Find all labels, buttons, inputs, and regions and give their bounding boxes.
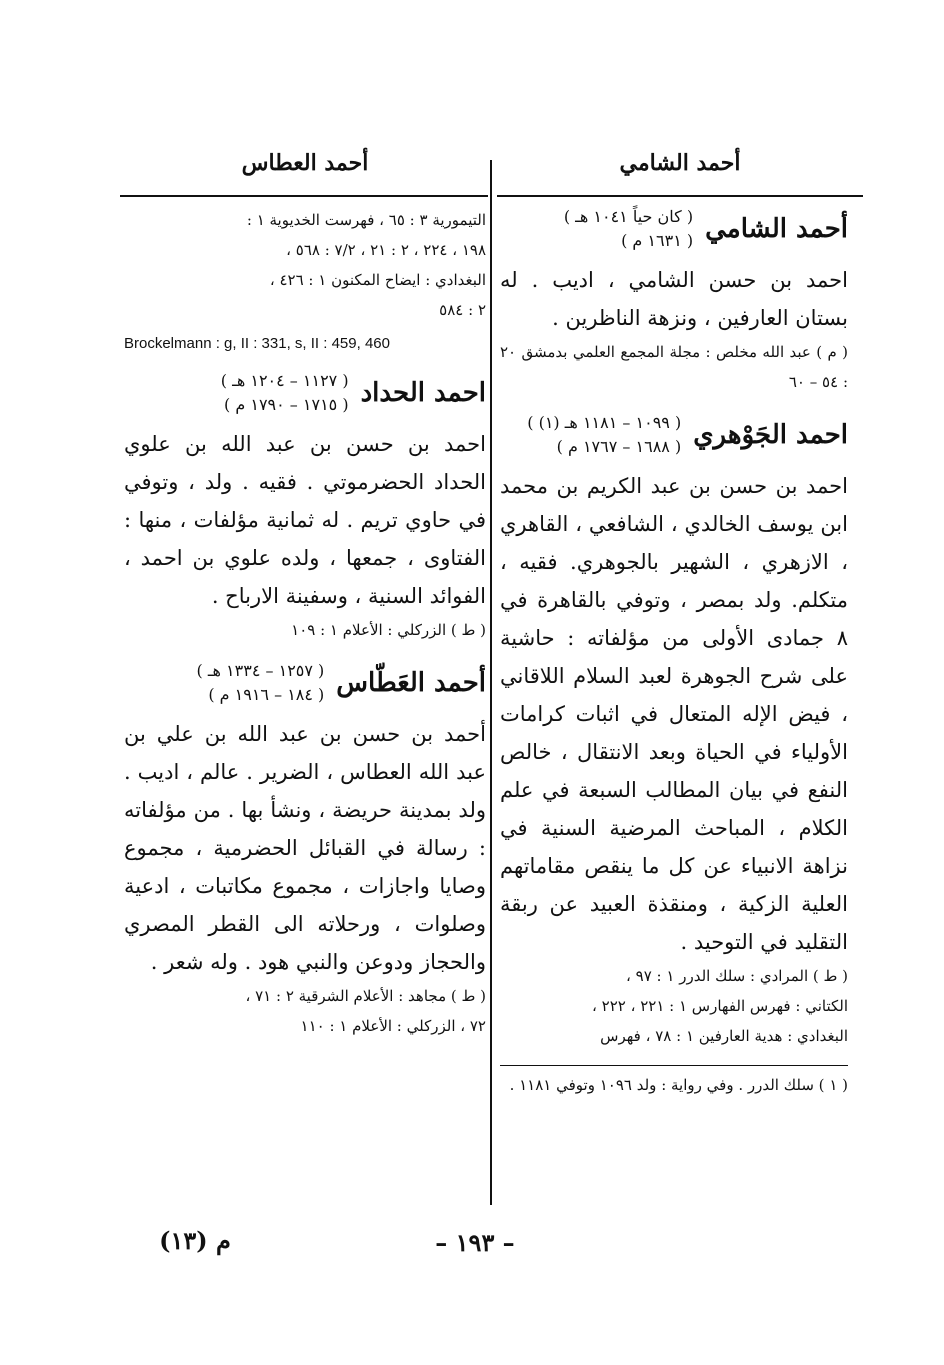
entry-reference: ( ط ) المرادي : سلك الدرر ١ : ٩٧ ،: [626, 967, 848, 985]
entry-reference: ( ط ) مجاهد : الأعلام الشرقية ٢ : ٧١ ،: [245, 987, 486, 1005]
entry-name: احمد الحداد: [360, 378, 486, 408]
hijri-dates: ( ١١٢٧ – ١٢٠٤ هـ ): [220, 371, 349, 390]
brockelmann-reference: Brockelmann : g, II : 331, s, II : 459, 460: [124, 335, 390, 352]
entry-dates: [197, 659, 325, 707]
entry-reference: ٧٢ ، الزركلي : الأعلام ١ : ١١٠: [300, 1017, 486, 1035]
entry-dates: [527, 411, 681, 459]
entry-body: احمد بن حسن الشامي ، اديب . له بستان العارفين ، ونزهة الناظرين .: [500, 268, 848, 330]
entry-dates: [221, 369, 349, 417]
page-number: – ١٩٣ –: [435, 1228, 515, 1257]
signature-mark: م (١٣): [159, 1226, 231, 1255]
entry-ahmad-al-haddad: [124, 369, 486, 645]
continued-reference: ٢ : ٥٨٤: [439, 301, 486, 319]
entry-reference: الكتاني : فهرس الفهارس ١ : ٢٢١ ، ٢٢٢ ،: [592, 997, 848, 1015]
continued-reference: التيمورية ٣ : ٦٥ ، فهرست الخديوية ١ :: [246, 211, 486, 229]
entry-reference: ( ط ) الزركلي : الأعلام ١ : ١٠٩: [291, 621, 486, 639]
entry-heading: [500, 411, 848, 459]
right-column: [500, 205, 848, 1100]
entry-heading: [124, 659, 486, 707]
continued-reference: ١٩٨ ، ٢٢٤ ، ٢ : ٢١ ، ٧/٢ : ٥٦٨ ،: [286, 241, 486, 259]
hijri-dates: ( ١٢٥٧ – ١٣٣٤ هـ ): [196, 661, 325, 680]
gregorian-dates: ( ١٦٨٨ – ١٧٦٧ م ): [556, 437, 682, 456]
gregorian-dates: ( ١٦٣١ م ): [621, 231, 694, 250]
header-rule-right: [497, 195, 863, 197]
right-running-header: أحمد الشامي: [619, 150, 741, 176]
entry-dates: [564, 205, 693, 253]
continued-reference: البغدادي : ايضاح المكنون ١ : ٤٢٦ ،: [269, 271, 486, 289]
entry-reference: البغدادي : هدية العارفين ١ : ٧٨ ، فهرس: [600, 1027, 848, 1045]
entry-body: احمد بن حسن بن عبد الكريم بن محمد ابن يوسف الخالدي ، الشافعي ، القاهري ، الازهري ، الشهير بالجوهري. فقيه ، متكلم. ولد بمصر ، وتوفي بالقاهرة في ٨ جمادى الأولى من مؤلفاته : حاشية على شرح الجوهرة لعبد السلام اللاقاني ، فيض الإله المتعال في اثبات كرامات الأولياء في الحياة وبعد الانتقال ، خالص النفع في بيان المطالب السبعة في علم الكلام ، المباحث المرضية السنية في نزاهة الانبياء عن كل ما ينقص مقاماتهم العلية الزكية ، ومنقذة العبيد عن ربقة التقليد في التوحيد .: [500, 474, 848, 954]
entry-body: احمد بن حسن بن عبد الله بن علوي الحداد الحضرموتي . فقيه . ولد ، وتوفي في حاوي تريم . له ثمانية مؤلفات ، منها : الفتاوى ، جمعها ، ولده علوي بن احمد ، الفوائد السنية ، وسفينة الارباح .: [124, 432, 486, 608]
footnote: ( ١ ) سلك الدرر . وفي رواية : ولد ١٠٩٦ وتوفي ١١٨١ .: [509, 1076, 848, 1094]
entry-body: أحمد بن حسن بن عبد الله بن علي بن عبد الله العطاس ، الضرير . عالم ، اديب . ولد بمدينة حريضة ، ونشأ بها . من مؤلفاته : رسالة في القبائل الحضرمية ، مجموع وصايا واجازات ، مجموع مكاتبات ، ادعية وصلوات ، ورحلاته الى القطر المصري والحجاز ودوعن والنبي هود . وله شعر .: [124, 722, 486, 974]
entry-name: احمد الجَوْهري: [693, 420, 848, 450]
entry-ahmad-al-attas: [124, 659, 486, 1041]
hijri-dates: ( ١٠٩٩ – ١١٨١ هـ (١) ): [527, 413, 682, 432]
entry-ahmad-al-jawhari: [500, 411, 848, 1051]
left-column: [124, 205, 486, 1055]
gregorian-dates: ( ١٧١٥ – ١٧٩٠ م ): [224, 395, 349, 414]
gregorian-dates: ( ١٨٤ – ١٩١٦ م ): [208, 685, 325, 704]
left-running-header: أحمد العطاس: [241, 150, 369, 176]
header-rule-left: [120, 195, 488, 197]
hijri-dates: ( كان حياً ١٠٤١ هـ ): [563, 207, 694, 226]
entry-heading: [124, 369, 486, 417]
entry-reference: ( م ) عبد الله مخلص : مجلة المجمع العلمي بدمشق ٢٠ : ٥٤ – ٦٠: [500, 343, 848, 391]
entry-name: أحمد الشامي: [705, 214, 848, 244]
column-divider: [490, 160, 492, 1205]
footnote-rule: [500, 1065, 848, 1066]
entry-ahmad-al-shami: [500, 205, 848, 397]
entry-name: أحمد العَطّاس: [336, 668, 486, 698]
entry-heading: [500, 205, 848, 253]
